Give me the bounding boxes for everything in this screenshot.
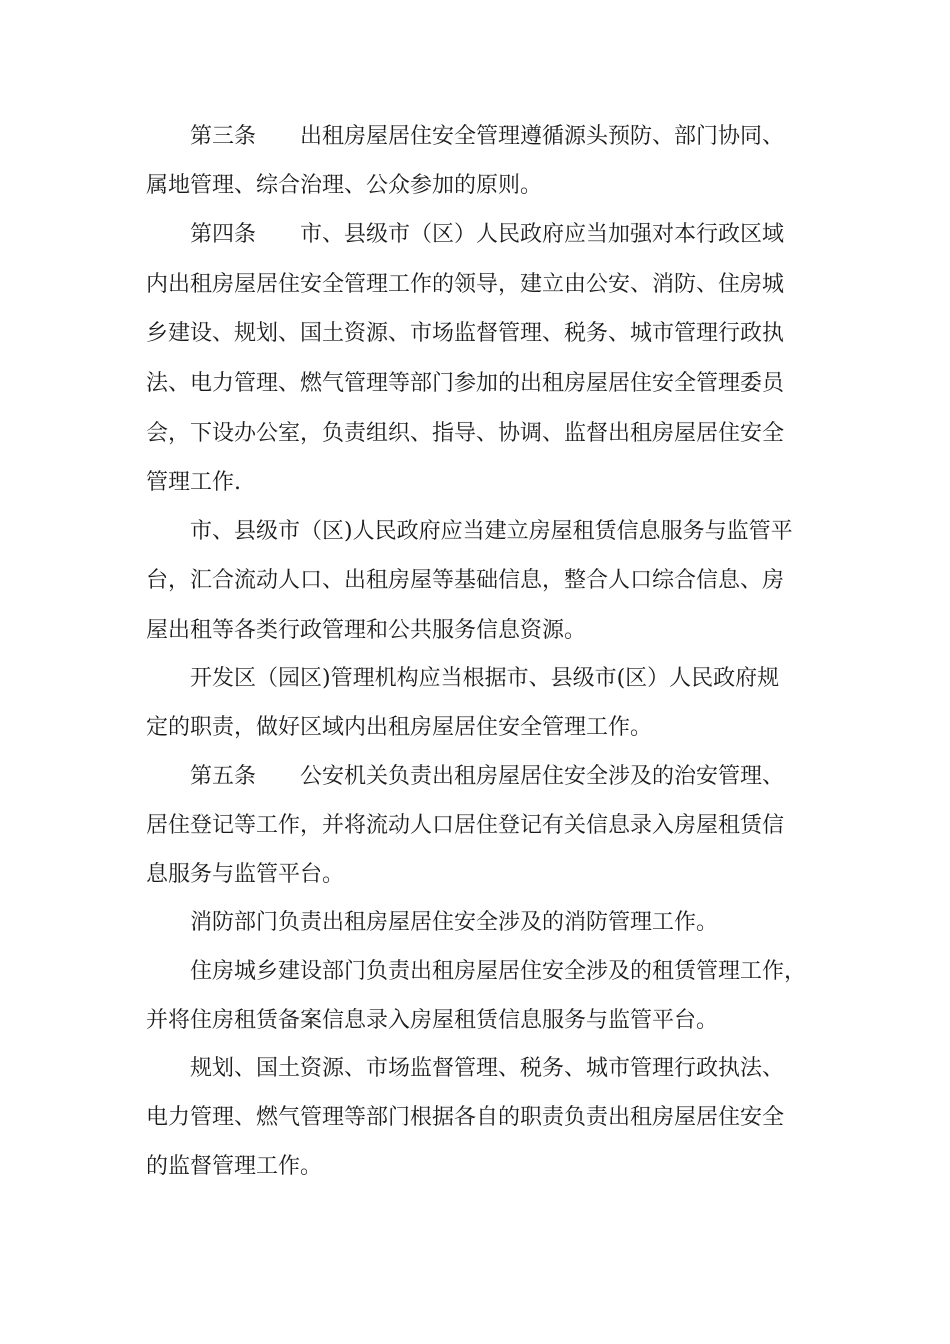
article-4-line-2: 内出租房屋居住安全管理工作的领导，建立由公安、消防、住房城 xyxy=(146,272,785,297)
paragraph-platform-line-1: 市、县级市（区)人民政府应当建立房屋租赁信息服务与监管平 xyxy=(190,519,793,544)
article-5-line-2: 居住登记等工作，并将流动人口居住登记有关信息录入房屋租赁信 xyxy=(146,813,785,838)
paragraph-planning-line-2: 电力管理、燃气管理等部门根据各自的职责负责出租房屋居住安全 xyxy=(146,1105,785,1130)
paragraph-housing-line-1: 住房城乡建设部门负责出租房屋居住安全涉及的租赁管理工作， xyxy=(190,959,807,984)
article-4-line-6: 管理工作. xyxy=(146,470,241,495)
article-number: 第五条 xyxy=(190,764,257,789)
article-number: 第三条 xyxy=(190,124,257,149)
article-4-line-4: 法、电力管理、燃气管理等部门参加的出租房屋居住安全管理委员 xyxy=(146,371,785,396)
paragraph-planning-line-1: 规划、国土资源、市场监督管理、税务、城市管理行政执法、 xyxy=(190,1056,785,1081)
paragraph-platform-line-2: 台，汇合流动人口、出租房屋等基础信息，整合人口综合信息、房 xyxy=(146,568,785,593)
article-5-line-1 xyxy=(190,764,784,790)
article-number: 第四条 xyxy=(190,222,257,247)
paragraph-platform-line-3: 屋出租等各类行政管理和公共服务信息资源。 xyxy=(146,618,587,643)
article-3-line-2: 属地管理、综合治理、公众参加的原则。 xyxy=(146,173,543,198)
paragraph-fire-line-1: 消防部门负责出租房屋居住安全涉及的消防管理工作。 xyxy=(190,910,719,935)
paragraph-text: 公安机关负责出租房屋居住安全涉及的治安管理、 xyxy=(300,764,785,789)
paragraph-planning-line-3: 的监督管理工作。 xyxy=(146,1154,323,1179)
article-4-line-5: 会，下设办公室，负责组织、指导、协调、监督出租房屋居住安全 xyxy=(146,421,785,446)
article-4-line-3: 乡建设、规划、国土资源、市场监督管理、税务、城市管理行政执 xyxy=(146,321,785,346)
paragraph-text: 出租房屋居住安全管理遵循源头预防、部门协同、 xyxy=(300,124,785,149)
article-5-line-3: 息服务与监管平台。 xyxy=(146,862,345,887)
paragraph-text: 市、县级市（区）人民政府应当加强对本行政区域 xyxy=(300,222,785,247)
article-4-line-1 xyxy=(190,222,784,248)
paragraph-housing-line-2: 并将住房租赁备案信息录入房屋租赁信息服务与监管平台。 xyxy=(146,1008,719,1033)
paragraph-devzone-line-2: 定的职责，做好区域内出租房屋居住安全管理工作。 xyxy=(146,715,653,740)
article-3-line-1 xyxy=(190,124,784,150)
paragraph-devzone-line-1: 开发区（园区)管理机构应当根据市、县级市(区）人民政府规 xyxy=(190,666,780,691)
